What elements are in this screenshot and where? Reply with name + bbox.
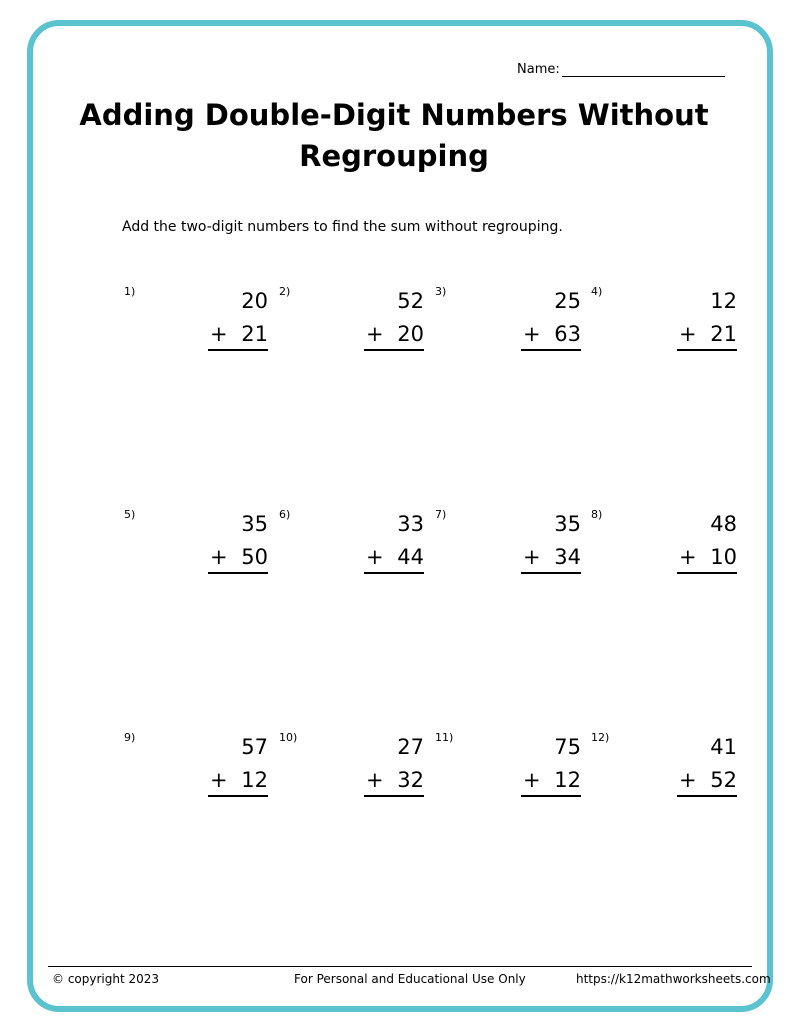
addend-top: 52 [397, 289, 424, 313]
plus-sign: + [679, 545, 697, 569]
plus-sign: + [679, 322, 697, 346]
plus-sign: + [679, 768, 697, 792]
problem-12 [557, 731, 737, 811]
addend-top: 35 [241, 512, 268, 536]
problem-9 [88, 731, 268, 811]
addend-top: 75 [554, 735, 581, 759]
addend-bottom: 32 [397, 768, 424, 792]
addend-bottom: 44 [397, 545, 424, 569]
addend-bottom: 52 [710, 768, 737, 792]
addend-bottom: 21 [241, 322, 268, 346]
instructions-text: Add the two-digit numbers to find the sum without regrouping. [122, 219, 563, 235]
addend-top: 12 [710, 289, 737, 313]
problem-11 [401, 731, 581, 811]
plus-sign: + [210, 545, 228, 569]
plus-sign: + [523, 545, 541, 569]
addend-bottom-row [677, 545, 737, 574]
problem-3 [401, 285, 581, 365]
problem-number: 2) [279, 285, 291, 298]
problem-4 [557, 285, 737, 365]
problem-number: 12) [591, 731, 610, 744]
plus-sign: + [210, 768, 228, 792]
problem-number: 4) [591, 285, 603, 298]
plus-sign: + [366, 768, 384, 792]
addend-bottom: 50 [241, 545, 268, 569]
problem-8 [557, 508, 737, 588]
name-field [517, 62, 725, 77]
problem-number: 8) [591, 508, 603, 521]
problem-number: 6) [279, 508, 291, 521]
addend-top: 20 [241, 289, 268, 313]
addend-bottom-row [677, 322, 737, 351]
footer-divider [48, 966, 752, 967]
addend-bottom: 12 [554, 768, 581, 792]
name-label: Name: [517, 62, 560, 77]
plus-sign: + [523, 768, 541, 792]
footer-website-link[interactable]: https://k12mathworksheets.com [576, 972, 771, 986]
title-line-2: Regrouping [299, 139, 489, 173]
problem-2 [244, 285, 424, 365]
addend-top: 57 [241, 735, 268, 759]
addend-bottom: 21 [710, 322, 737, 346]
addend-bottom: 63 [554, 322, 581, 346]
title-line-1: Adding Double-Digit Numbers Without [79, 98, 709, 132]
problem-number: 7) [435, 508, 447, 521]
addend-top: 25 [554, 289, 581, 313]
plus-sign: + [366, 545, 384, 569]
worksheet-title [60, 95, 728, 177]
addend-top: 35 [554, 512, 581, 536]
addend-top: 41 [710, 735, 737, 759]
problem-number: 5) [124, 508, 136, 521]
name-blank-line[interactable] [562, 62, 725, 77]
problem-number: 10) [279, 731, 298, 744]
addend-bottom: 34 [554, 545, 581, 569]
problem-6 [244, 508, 424, 588]
plus-sign: + [210, 322, 228, 346]
footer-usage-note: For Personal and Educational Use Only [294, 972, 526, 986]
addend-top: 27 [397, 735, 424, 759]
addend-bottom: 10 [710, 545, 737, 569]
problem-number: 3) [435, 285, 447, 298]
problem-5 [88, 508, 268, 588]
plus-sign: + [366, 322, 384, 346]
addend-bottom-row [677, 768, 737, 797]
problem-1 [88, 285, 268, 365]
problem-10 [244, 731, 424, 811]
problem-number: 9) [124, 731, 136, 744]
addend-bottom: 12 [241, 768, 268, 792]
problem-number: 11) [435, 731, 454, 744]
addend-top: 48 [710, 512, 737, 536]
footer-copyright: © copyright 2023 [52, 972, 160, 986]
addend-top: 33 [397, 512, 424, 536]
problem-7 [401, 508, 581, 588]
problem-number: 1) [124, 285, 136, 298]
addend-bottom: 20 [397, 322, 424, 346]
plus-sign: + [523, 322, 541, 346]
